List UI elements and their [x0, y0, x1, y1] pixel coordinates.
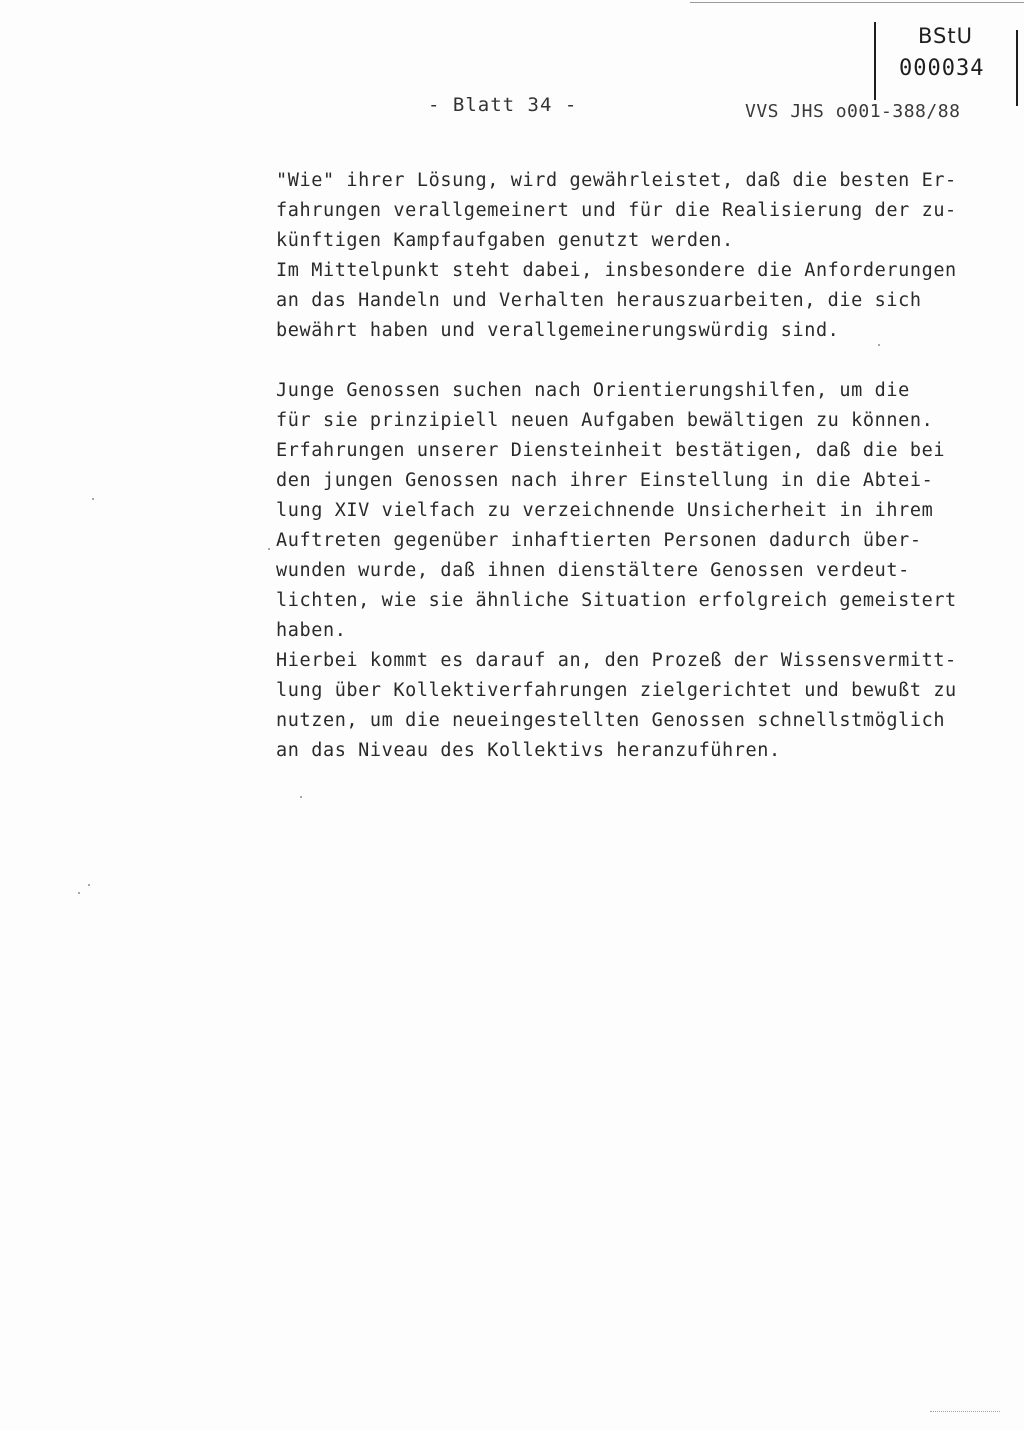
body-text	[276, 166, 996, 766]
text-line: Hierbei kommt es darauf an, den Prozeß der Wissensvermitt-	[276, 650, 957, 671]
stamp-number: 000034	[899, 56, 985, 81]
text-line: für sie prinzipiell neuen Aufgaben bewältigen zu können.	[276, 410, 934, 431]
text-line: "Wie" ihrer Lösung, wird gewährleistet, daß die besten Er-	[276, 170, 957, 191]
text-line: künftigen Kampfaufgaben genutzt werden.	[276, 230, 734, 251]
scan-speck	[878, 344, 880, 346]
page-label: - Blatt 34 -	[428, 94, 578, 116]
text-line: an das Niveau des Kollektivs heranzuführen.	[276, 740, 781, 761]
stamp-left-bar	[874, 22, 876, 100]
text-line: fahrungen verallgemeinert und für die Realisierung der zu-	[276, 200, 957, 221]
footer-dots	[930, 1411, 1000, 1413]
text-line: haben.	[276, 620, 347, 641]
text-line: Auftreten gegenüber inhaftierten Personen dadurch über-	[276, 530, 922, 551]
text-line: lung über Kollektiverfahrungen zielgerichtet und bewußt zu	[276, 680, 957, 701]
scan-speck	[300, 796, 302, 798]
scan-speck	[92, 498, 94, 500]
stamp-title: BStU	[918, 24, 973, 48]
scan-speck	[88, 884, 90, 886]
paragraph-2	[276, 376, 996, 766]
paragraph-gap	[276, 346, 996, 376]
text-line: wunden wurde, daß ihnen dienstältere Genossen verdeut-	[276, 560, 910, 581]
text-line: den jungen Genossen nach ihrer Einstellung in die Abtei-	[276, 470, 934, 491]
stamp-right-bar	[1016, 30, 1018, 106]
text-line: Junge Genossen suchen nach Orientierungshilfen, um die	[276, 380, 910, 401]
text-line: nutzen, um die neueingestellten Genossen schnellstmöglich	[276, 710, 946, 731]
text-line: bewährt haben und verallgemeinerungswürdig sind.	[276, 320, 840, 341]
text-line: Erfahrungen unserer Diensteinheit bestätigen, daß die bei	[276, 440, 946, 461]
text-line: Im Mittelpunkt steht dabei, insbesondere die Anforderungen	[276, 260, 957, 281]
scan-speck	[268, 548, 270, 550]
document-reference: VVS JHS o001-388/88	[745, 101, 961, 122]
paragraph-1	[276, 166, 996, 346]
scan-speck	[78, 892, 80, 894]
text-line: lichten, wie sie ähnliche Situation erfolgreich gemeistert	[276, 590, 957, 611]
text-line: an das Handeln und Verhalten herauszuarbeiten, die sich	[276, 290, 922, 311]
top-edge-rule	[690, 2, 1024, 3]
text-line: lung XIV vielfach zu verzeichnende Unsicherheit in ihrem	[276, 500, 934, 521]
